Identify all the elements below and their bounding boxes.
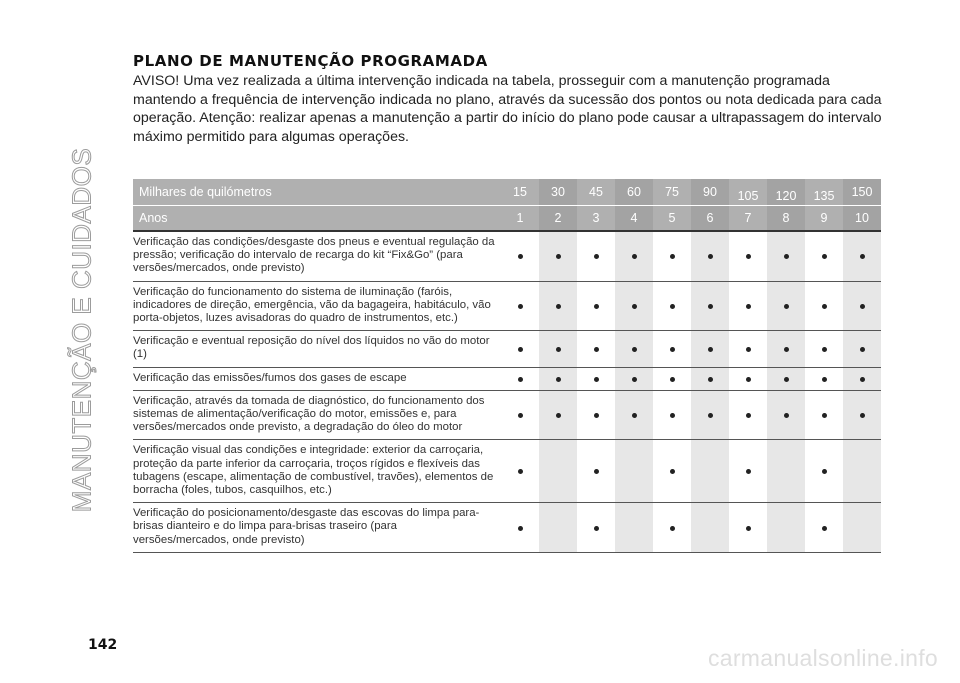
interval-cell [767, 367, 805, 390]
interval-cell [577, 281, 615, 331]
table-row [133, 440, 881, 503]
interval-cell [501, 281, 539, 331]
interval-cell [843, 231, 881, 281]
bullet-mark [860, 347, 865, 352]
header-km-2: 30 [539, 179, 577, 206]
header-year-1: 1 [501, 206, 539, 232]
interval-cell [843, 390, 881, 440]
header-km-7: 105 [729, 179, 767, 206]
bullet-mark [860, 377, 865, 382]
bullet-mark [822, 304, 827, 309]
bullet-mark [746, 304, 751, 309]
bullet-mark [556, 377, 561, 382]
interval-cell [615, 440, 653, 503]
table-row [133, 503, 881, 553]
interval-cell [577, 367, 615, 390]
bullet-mark [594, 469, 599, 474]
interval-cell [615, 390, 653, 440]
bullet-mark [556, 413, 561, 418]
table-row [133, 390, 881, 440]
bullet-mark [822, 526, 827, 531]
bullet-mark [594, 413, 599, 418]
interval-cell [615, 503, 653, 553]
interval-cell [501, 390, 539, 440]
operation-description: Verificação visual das condições e integridade: exterior da carroçaria, proteção da parte inferior da carroçaria, troços rígidos e flexíveis das tubagens (escape, alimentação de combustível, travões), elementos de borracha (foles, tubos, casquilhos, etc.) [133, 440, 501, 503]
interval-cell [767, 231, 805, 281]
interval-cell [729, 231, 767, 281]
bullet-mark [632, 304, 637, 309]
interval-cell [539, 367, 577, 390]
header-km-10: 150 [843, 179, 881, 206]
interval-cell [691, 331, 729, 367]
maintenance-table [133, 179, 881, 553]
bullet-mark [632, 347, 637, 352]
interval-cell [805, 331, 843, 367]
bullet-mark [670, 347, 675, 352]
operation-description: Verificação do posicionamento/desgaste das escovas do limpa para-brisas dianteiro e do limpa para-brisas traseiro (para versões/mercados, onde previsto) [133, 503, 501, 553]
watermark: carmanualsonline.info [707, 645, 938, 671]
bullet-mark [822, 254, 827, 259]
interval-cell [805, 231, 843, 281]
bullet-mark [556, 304, 561, 309]
interval-cell [539, 390, 577, 440]
interval-cell [843, 331, 881, 367]
header-year-10: 10 [843, 206, 881, 232]
interval-cell [501, 231, 539, 281]
interval-cell [843, 367, 881, 390]
bullet-mark [518, 469, 523, 474]
bullet-mark [860, 304, 865, 309]
bullet-mark [860, 413, 865, 418]
bullet-mark [518, 413, 523, 418]
interval-cell [539, 331, 577, 367]
interval-cell [615, 331, 653, 367]
interval-cell [691, 367, 729, 390]
interval-cell [653, 440, 691, 503]
bullet-mark [594, 377, 599, 382]
interval-cell [577, 231, 615, 281]
header-km-4: 60 [615, 179, 653, 206]
bullet-mark [822, 469, 827, 474]
bullet-mark [708, 413, 713, 418]
interval-cell [577, 331, 615, 367]
interval-cell [539, 503, 577, 553]
header-km-5: 75 [653, 179, 691, 206]
table-row [133, 367, 881, 390]
header-years-label: Anos [133, 206, 501, 232]
bullet-mark [670, 526, 675, 531]
bullet-mark [518, 526, 523, 531]
header-year-6: 6 [691, 206, 729, 232]
interval-cell [805, 281, 843, 331]
interval-cell [615, 281, 653, 331]
table-row [133, 331, 881, 367]
interval-cell [767, 440, 805, 503]
header-year-9: 9 [805, 206, 843, 232]
bullet-mark [784, 254, 789, 259]
table-row [133, 231, 881, 281]
bullet-mark [670, 304, 675, 309]
header-km-9: 135 [805, 179, 843, 206]
bullet-mark [708, 304, 713, 309]
bullet-mark [708, 254, 713, 259]
bullet-mark [556, 254, 561, 259]
interval-cell [501, 440, 539, 503]
interval-cell [501, 367, 539, 390]
bullet-mark [822, 347, 827, 352]
header-km-3: 45 [577, 179, 615, 206]
interval-cell [577, 440, 615, 503]
interval-cell [653, 367, 691, 390]
header-km-1: 15 [501, 179, 539, 206]
interval-cell [577, 503, 615, 553]
bullet-mark [632, 254, 637, 259]
interval-cell [691, 281, 729, 331]
interval-cell [843, 281, 881, 331]
interval-cell [691, 231, 729, 281]
header-year-5: 5 [653, 206, 691, 232]
interval-cell [653, 281, 691, 331]
header-row-years [133, 206, 881, 232]
interval-cell [805, 503, 843, 553]
interval-cell [539, 281, 577, 331]
bullet-mark [670, 377, 675, 382]
table-row [133, 281, 881, 331]
bullet-mark [746, 377, 751, 382]
bullet-mark [518, 347, 523, 352]
interval-cell [539, 231, 577, 281]
interval-cell [767, 281, 805, 331]
bullet-mark [784, 413, 789, 418]
header-year-3: 3 [577, 206, 615, 232]
header-year-2: 2 [539, 206, 577, 232]
interval-cell [767, 503, 805, 553]
interval-cell [729, 281, 767, 331]
bullet-mark [746, 469, 751, 474]
header-km-8: 120 [767, 179, 805, 206]
interval-cell [805, 390, 843, 440]
bullet-mark [632, 377, 637, 382]
header-km-6: 90 [691, 179, 729, 206]
page-title: PLANO DE MANUTENÇÃO PROGRAMADA [133, 52, 488, 70]
bullet-mark [746, 526, 751, 531]
bullet-mark [556, 347, 561, 352]
bullet-mark [594, 304, 599, 309]
interval-cell [729, 440, 767, 503]
bullet-mark [670, 469, 675, 474]
bullet-mark [860, 254, 865, 259]
bullet-mark [670, 254, 675, 259]
bullet-mark [746, 413, 751, 418]
interval-cell [729, 503, 767, 553]
interval-cell [501, 331, 539, 367]
bullet-mark [632, 413, 637, 418]
bullet-mark [784, 377, 789, 382]
operation-description: Verificação e eventual reposição do nível dos líquidos no vão do motor (1) [133, 331, 501, 367]
bullet-mark [822, 377, 827, 382]
bullet-mark [822, 413, 827, 418]
bullet-mark [594, 347, 599, 352]
interval-cell [653, 331, 691, 367]
section-side-tab-label: MANUTENÇÃO E CUIDADOS [66, 147, 97, 513]
interval-cell [615, 231, 653, 281]
bullet-mark [518, 377, 523, 382]
interval-cell [653, 390, 691, 440]
bullet-mark [746, 347, 751, 352]
interval-cell [805, 367, 843, 390]
interval-cell [805, 440, 843, 503]
interval-cell [691, 503, 729, 553]
operation-description: Verificação das condições/desgaste dos pneus e eventual regulação da pressão; verificação do intervalo de recarga do kit “Fix&Go” (para versões/mercados, onde previsto) [133, 231, 501, 281]
interval-cell [691, 390, 729, 440]
interval-cell [843, 440, 881, 503]
interval-cell [767, 331, 805, 367]
bullet-mark [518, 254, 523, 259]
interval-cell [729, 390, 767, 440]
bullet-mark [594, 526, 599, 531]
operation-description: Verificação das emissões/fumos dos gases de escape [133, 367, 501, 390]
header-year-8: 8 [767, 206, 805, 232]
interval-cell [767, 390, 805, 440]
interval-cell [539, 440, 577, 503]
page-number: 142 [88, 637, 118, 653]
interval-cell [501, 503, 539, 553]
interval-cell [577, 390, 615, 440]
bullet-mark [746, 254, 751, 259]
interval-cell [691, 440, 729, 503]
header-year-4: 4 [615, 206, 653, 232]
bullet-mark [784, 347, 789, 352]
bullet-mark [708, 377, 713, 382]
bullet-mark [594, 254, 599, 259]
operation-description: Verificação do funcionamento do sistema de iluminação (faróis, indicadores de direção, emergência, vão da bagageira, habitáculo, vão porta-objetos, luzes avisadoras do quadro de instrumentos, etc.) [133, 281, 501, 331]
interval-cell [653, 503, 691, 553]
interval-cell [615, 367, 653, 390]
operation-description: Verificação, através da tomada de diagnóstico, do funcionamento dos sistemas de alimentação/verificação do motor, emissões e, para versões/mercados onde previsto, a degradação do óleo do motor [133, 390, 501, 440]
interval-cell [653, 231, 691, 281]
interval-cell [729, 367, 767, 390]
interval-cell [729, 331, 767, 367]
bullet-mark [670, 413, 675, 418]
header-year-7: 7 [729, 206, 767, 232]
intro-paragraph: AVISO! Uma vez realizada a última intervenção indicada na tabela, prosseguir com a manutenção programada mantendo a frequência de intervenção indicada no plano, através da sucessão dos pontos ou nota dedicada para cada operação. Atenção: realizar apenas a manutenção a partir do início do plano pode causar a ultrapassagem do intervalo máximo permitido para algumas operações. [133, 73, 882, 145]
header-km-label: Milhares de quilómetros [133, 179, 501, 206]
bullet-mark [518, 304, 523, 309]
header-row-km [133, 179, 881, 206]
bullet-mark [708, 347, 713, 352]
interval-cell [843, 503, 881, 553]
bullet-mark [784, 304, 789, 309]
